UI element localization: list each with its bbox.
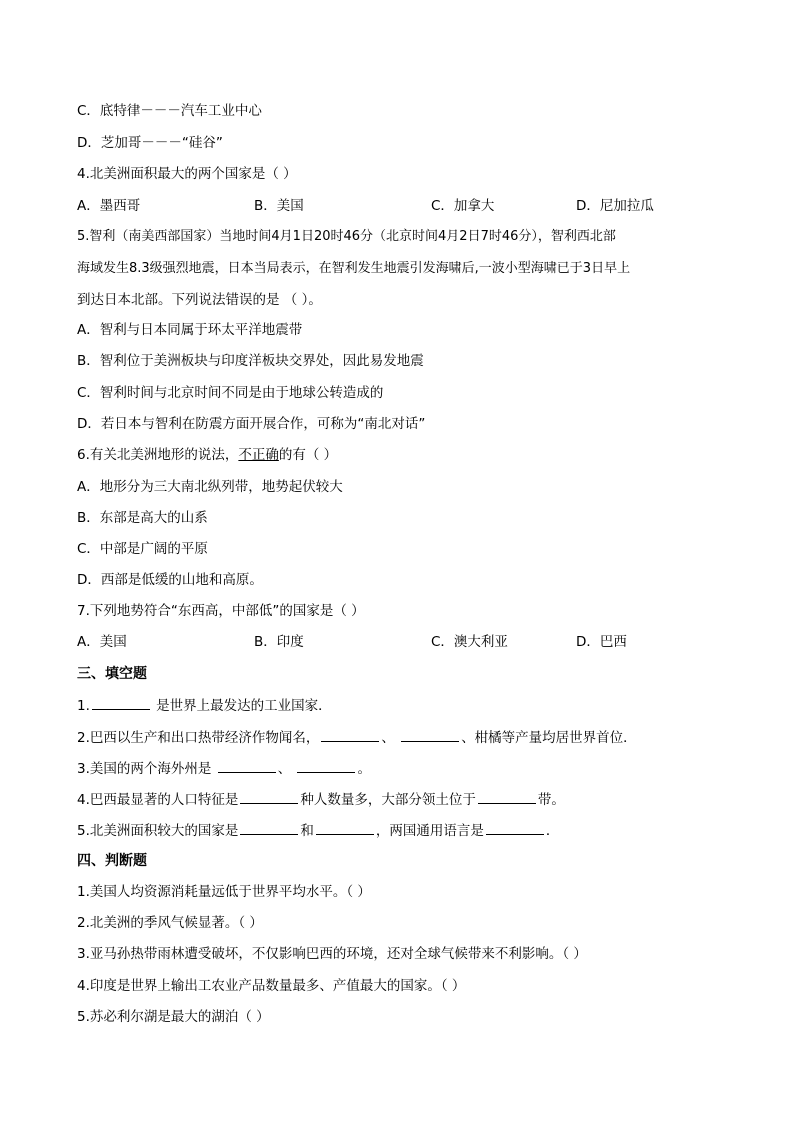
- q6-option-c: C．中部是广阔的平原: [77, 541, 208, 557]
- q7-option-b: B．印度: [254, 634, 304, 650]
- fill-5-pre: 5.北美洲面积较大的国家是: [77, 823, 239, 839]
- section-4-heading: 四、判断题: [77, 853, 147, 869]
- fill-4-mid: 种人数量多，大部分领土位于: [300, 792, 476, 808]
- q4-option-b: B．美国: [254, 198, 304, 214]
- fill-5-mid2: ，两国通用语言是: [375, 823, 484, 839]
- q6-stem-underlined: 不正确: [238, 447, 279, 463]
- fill-1: [77, 695, 332, 716]
- q5-option-b: B．智利位于美洲板块与印度洋板块交界处，因此易发地震: [77, 353, 424, 369]
- question-5-stem-line1: 5.智利（南美西部国家）当地时间4月1日20时46分（北京时间4月2日7时46分），智利西北部: [77, 229, 616, 244]
- q5-option-d: D．若日本与智利在防震方面开展合作，可称为“南北对话”: [77, 416, 426, 432]
- question-5-stem-line2: 海域发生8.3级强烈地震，日本当局表示，在智利发生地震引发海啸后,一波小型海啸已于3日早上: [77, 261, 631, 276]
- blank[interactable]: [240, 820, 298, 835]
- fill-2-mid: 、: [381, 730, 395, 746]
- blank[interactable]: [240, 789, 298, 804]
- fill-1-number: 1.: [77, 698, 90, 714]
- fill-1-text: 是世界上最发达的工业国家．: [151, 698, 332, 714]
- fill-3-post: 。: [357, 761, 371, 777]
- blank[interactable]: [321, 727, 379, 742]
- fill-5: [77, 820, 559, 841]
- judge-item-4: 4.印度是世界上输出工农业产品数量最多、产值最大的国家。（ ）: [77, 978, 466, 994]
- fill-3-mid: 、: [277, 761, 292, 777]
- question-5-stem-line3: 到达日本北部。下列说法错误的是 （ ）。: [77, 292, 322, 308]
- q6-stem-post: 的有（ ）: [278, 447, 338, 463]
- q6-option-b: B．东部是高大的山系: [77, 510, 208, 526]
- q7-option-d: D．巴西: [576, 634, 627, 650]
- option-c-detroit: C．底特律－－－汽车工业中心: [77, 103, 262, 119]
- blank[interactable]: [478, 789, 536, 804]
- judge-item-5: 5.苏必利尔湖是最大的湖泊（ ）: [77, 1009, 270, 1025]
- q7-option-c: C．澳大利亚: [431, 634, 508, 650]
- judge-item-2: 2.北美洲的季风气候显著。（ ）: [77, 915, 263, 931]
- fill-5-mid1: 和: [300, 823, 314, 839]
- q4-option-c: C．加拿大: [431, 198, 495, 214]
- blank[interactable]: [401, 727, 459, 742]
- question-6-stem: [77, 445, 337, 465]
- q7-option-a: A．美国: [77, 634, 127, 650]
- fill-2-post: 、柑橘等产量均居世界首位．: [461, 730, 637, 746]
- section-3-heading: 三、填空题: [77, 666, 147, 682]
- judge-item-1: 1.美国人均资源消耗量远低于世界平均水平。（ ）: [77, 884, 371, 900]
- fill-3-pre: 3.美国的两个海外州是: [77, 761, 212, 777]
- fill-3: [77, 758, 371, 779]
- fill-4: [77, 789, 565, 810]
- blank[interactable]: [486, 820, 544, 835]
- blank[interactable]: [316, 820, 374, 835]
- q5-option-c: C．智利时间与北京时间不同是由于地球公转造成的: [77, 385, 384, 401]
- fill-4-pre: 4.巴西最显著的人口特征是: [77, 792, 239, 808]
- q4-option-d: D．尼加拉瓜: [576, 198, 654, 214]
- blank[interactable]: [218, 758, 276, 773]
- q4-option-a: A．墨西哥: [77, 198, 141, 214]
- fill-2-pre: 2.巴西以生产和出口热带经济作物闻名，: [77, 730, 320, 746]
- judge-item-3: 3.亚马孙热带雨林遭受破坏，不仅影响巴西的环境，还对全球气候带来不利影响。（ ）: [77, 946, 587, 962]
- fill-4-post: 带。: [537, 792, 565, 808]
- blank[interactable]: [92, 695, 150, 710]
- question-4-stem: 4.北美洲面积最大的两个国家是（ ）: [77, 166, 297, 182]
- question-7-stem: 7.下列地势符合“东西高，中部低”的国家是（ ）: [77, 603, 365, 619]
- blank[interactable]: [297, 758, 355, 773]
- q6-option-a: A．地形分为三大南北纵列带，地势起伏较大: [77, 479, 343, 495]
- fill-5-post: ．: [545, 823, 560, 839]
- fill-2: [77, 727, 637, 748]
- q6-option-d: D．西部是低缓的山地和高原。: [77, 572, 263, 588]
- option-d-chicago: D．芝加哥－－－“硅谷”: [77, 135, 223, 151]
- q6-stem-pre: 6.有关北美洲地形的说法，: [77, 447, 239, 463]
- q5-option-a: A．智利与日本同属于环太平洋地震带: [77, 322, 303, 338]
